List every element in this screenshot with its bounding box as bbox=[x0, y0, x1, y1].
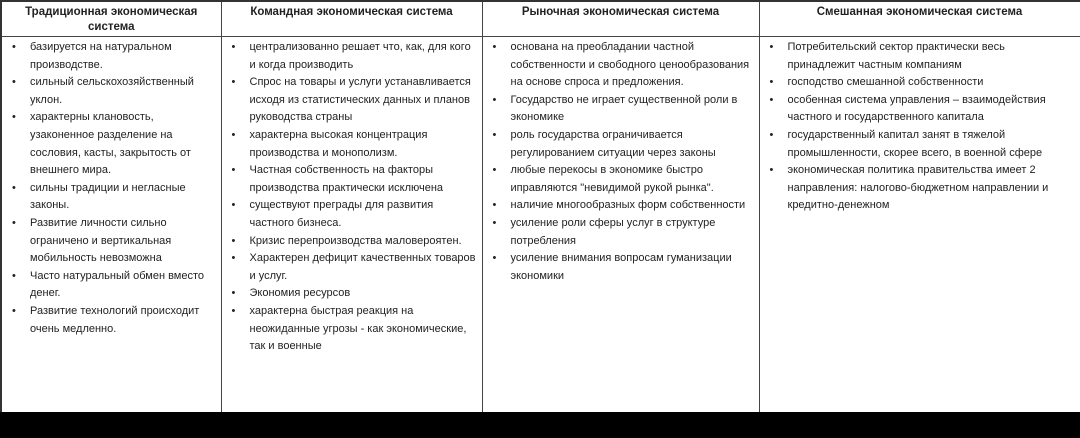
list-item: • Кризис перепроизводства маловероятен. bbox=[250, 233, 478, 251]
list-item: • Развитие личности сильно ограничено и вертикальная мобильность невозможна bbox=[30, 215, 217, 268]
list-item: • характерны клановость, узаконенное разделение на сословия, касты, закрытость от внешнего мира. bbox=[30, 109, 217, 179]
list-traditional bbox=[6, 39, 217, 338]
list-item: • особенная система управления – взаимодействия частного и государственного капитала bbox=[788, 92, 1076, 127]
header-mixed: Смешанная экономическая система bbox=[759, 2, 1080, 37]
list-item: • любые перекосы в экономике быстро иправляются "невидимой рукой рынка". bbox=[511, 162, 755, 197]
bottom-black-bar bbox=[0, 412, 1080, 438]
list-item: • сильный сельскохозяйственный уклон. bbox=[30, 74, 217, 109]
list-market bbox=[487, 39, 755, 285]
list-command bbox=[226, 39, 478, 356]
cell-command bbox=[221, 37, 482, 413]
economic-systems-table bbox=[2, 2, 1080, 413]
header-command: Командная экономическая система bbox=[221, 2, 482, 37]
list-item: • роль государства ограничивается регулированием ситуации через законы bbox=[511, 127, 755, 162]
cell-market bbox=[482, 37, 759, 413]
content-row bbox=[2, 37, 1080, 413]
list-item: • Частная собственность на факторы производства практически исключена bbox=[250, 162, 478, 197]
list-item: • централизованно решает что, как, для кого и когда производить bbox=[250, 39, 478, 74]
list-item: • государственный капитал занят в тяжелой промышленности, скорее всего, в военной сфере bbox=[788, 127, 1076, 162]
list-item: • сильны традиции и негласные законы. bbox=[30, 180, 217, 215]
list-item: • усиление внимания вопросам гуманизации экономики bbox=[511, 250, 755, 285]
list-item: • Часто натуральный обмен вместо денег. bbox=[30, 268, 217, 303]
list-item: • господство смешанной собственности bbox=[788, 74, 1076, 92]
list-item: • базируется на натуральном производстве. bbox=[30, 39, 217, 74]
list-item: • наличие многообразных форм собственности bbox=[511, 197, 755, 215]
list-item: • Развитие технологий происходит очень медленно. bbox=[30, 303, 217, 338]
list-item: • существуют преграды для развития частного бизнеса. bbox=[250, 197, 478, 232]
header-row bbox=[2, 2, 1080, 37]
header-traditional: Традиционная экономическая система bbox=[2, 2, 221, 37]
list-item: • Экономия ресурсов bbox=[250, 285, 478, 303]
cell-mixed bbox=[759, 37, 1080, 413]
list-item: • Характерен дефицит качественных товаров и услуг. bbox=[250, 250, 478, 285]
list-item: • экономическая политика правительства имеет 2 направления: налогово-бюджетном направлении и кредитно-денежном bbox=[788, 162, 1076, 215]
list-item: • Потребительский сектор практически весь принадлежит частным компаниям bbox=[788, 39, 1076, 74]
list-mixed bbox=[764, 39, 1076, 215]
list-item: • Государство не играет существенной роли в экономике bbox=[511, 92, 755, 127]
list-item: • характерна быстрая реакция на неожиданные угрозы - как экономические, так и военные bbox=[250, 303, 478, 356]
list-item: • основана на преобладании частной собственности и свободного ценообразования на основе спроса и предложения. bbox=[511, 39, 755, 92]
list-item: • усиление роли сферы услуг в структуре потребления bbox=[511, 215, 755, 250]
cell-traditional bbox=[2, 37, 221, 413]
list-item: • Спрос на товары и услуги устанавливается исходя из статистических данных и планов руководства страны bbox=[250, 74, 478, 127]
header-market: Рыночная экономическая система bbox=[482, 2, 759, 37]
list-item: • характерна высокая концентрация производства и монополизм. bbox=[250, 127, 478, 162]
